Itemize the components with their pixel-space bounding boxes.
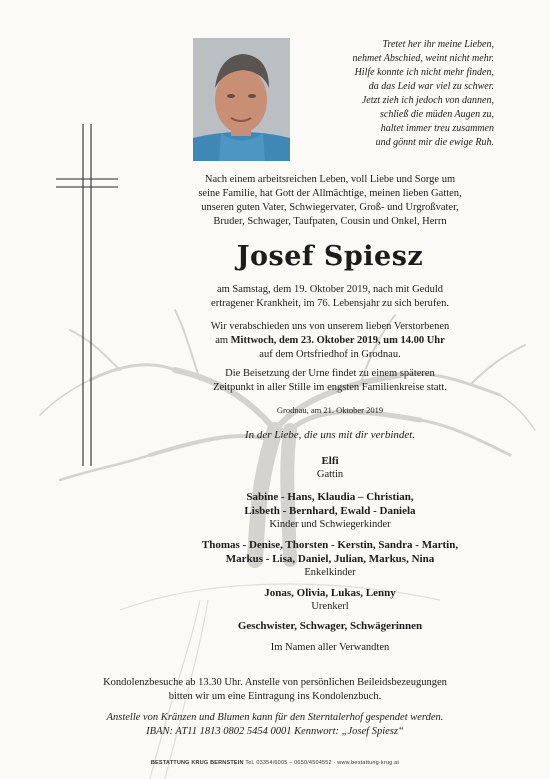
children-role: Kinder und Schwiegerkinder [269, 519, 391, 530]
poem-line: und gönnt mir die ewige Ruh. [375, 137, 494, 148]
family-great-grandchildren [140, 586, 520, 614]
urn-line: Zeitpunkt in aller Stille im engsten Familienkreise statt. [213, 382, 447, 393]
death-notice [140, 283, 520, 311]
death-line: am Samstag, dem 19. Oktober 2019, nach mit Geduld [216, 284, 443, 295]
undertaker-footer [40, 760, 510, 766]
intro-line: seine Familie, hat Gott der Allmächtige, meinen lieben Gatten, [198, 188, 462, 199]
undertaker-contact: Tel. 03354/6005 – 0650/4504552 · www.bestattung-krug.at [245, 760, 400, 766]
motto: In der Liebe, die uns mit dir verbindet. [244, 429, 416, 441]
poem-line: Jetzt zieh ich jedoch von dannen, [361, 95, 494, 106]
family-siblings [140, 619, 520, 633]
farewell-poem [254, 38, 494, 150]
great-grandchildren-role: Urenkerl [311, 601, 349, 612]
condolence-line: Kondolenzbesuche ab 13.30 Uhr. Anstelle von persönlichen Beileidsbezeugungen [103, 677, 447, 688]
funeral-date: Mittwoch, dem 23. Oktober 2019, um 14.00 Uhr [230, 335, 445, 346]
grandchildren-line: Markus - Lisa, Daniel, Julian, Markus, Nina [225, 553, 435, 565]
family-children [140, 490, 520, 532]
wife-role: Gattin [316, 469, 344, 480]
poem-line: schließ die müden Augen zu, [380, 109, 494, 120]
family-grandchildren [140, 538, 520, 580]
grandchildren-role: Enkelkinder [304, 567, 356, 578]
family-wife [140, 454, 520, 482]
funeral-info [140, 320, 520, 362]
wife-name: Elfi [321, 455, 339, 467]
intro-line: Bruder, Schwager, Taufpaten, Cousin und Onkel, Herrn [213, 216, 447, 227]
poem-line: Tretet her ihr meine Lieben, [382, 39, 494, 50]
death-line: ertragener Krankheit, im 76. Lebensjahr zu sich berufen. [211, 298, 449, 309]
condolence-line: bitten wir um eine Eintragung ins Kondolenzbuch. [168, 691, 382, 702]
intro-line: Nach einem arbeitsreichen Leben, voll Liebe und Sorge um [204, 174, 456, 185]
condolence-notice [40, 676, 510, 704]
relatives-line: Im Namen aller Verwandten [270, 642, 390, 653]
grandchildren-line: Thomas - Denise, Thorsten - Kerstin, Sandra - Martin, [201, 539, 459, 551]
great-grandchildren-line: Jonas, Olivia, Lukas, Lenny [264, 587, 396, 599]
funeral-line: Wir verabschieden uns von unserem lieben Verstorbenen [210, 321, 450, 332]
funeral-date-line: am Mittwoch, dem 23. Oktober 2019, um 14.00 Uhr [215, 335, 445, 346]
children-line: Sabine - Hans, Klaudia – Christian, [246, 491, 414, 503]
cross-icon [54, 122, 120, 468]
poem-line: da das Leid war viel zu schwer. [368, 81, 494, 92]
poem-line: Hilfe konnte ich nicht mehr finden, [354, 67, 494, 78]
donation-line: Anstelle von Kränzen und Blumen kann für den Sterntalerhof gespendet werden. [106, 712, 444, 723]
funeral-place: auf dem Ortsfriedhof in Grodnau. [259, 349, 401, 360]
donation-iban: IBAN: AT11 1813 0802 5454 0001 Kennwort: „Josef Spiesz“ [146, 726, 404, 737]
siblings-line: Geschwister, Schwager, Schwägerinnen [237, 620, 423, 632]
poem-line: haltet immer treu zusammen [380, 123, 494, 134]
urn-line: Die Beisetzung der Urne findet zu einem späteren [225, 368, 435, 379]
deceased-name: Josef Spiesz [236, 241, 424, 272]
intro-text [140, 173, 520, 229]
donation-notice [40, 711, 510, 739]
undertaker-name: BESTATTUNG KRUG BERNSTEIN [150, 760, 244, 766]
place-date: Grodnau, am 21. Oktober 2019 [276, 405, 384, 415]
urn-notice [140, 367, 520, 395]
poem-line: nehmet Abschied, weint nicht mehr. [352, 53, 494, 64]
children-line: Lisbeth - Bernhard, Ewald - Daniela [244, 505, 416, 517]
intro-line: unseren guten Vater, Schwiegervater, Groß- und Urgroßvater, [201, 202, 459, 213]
